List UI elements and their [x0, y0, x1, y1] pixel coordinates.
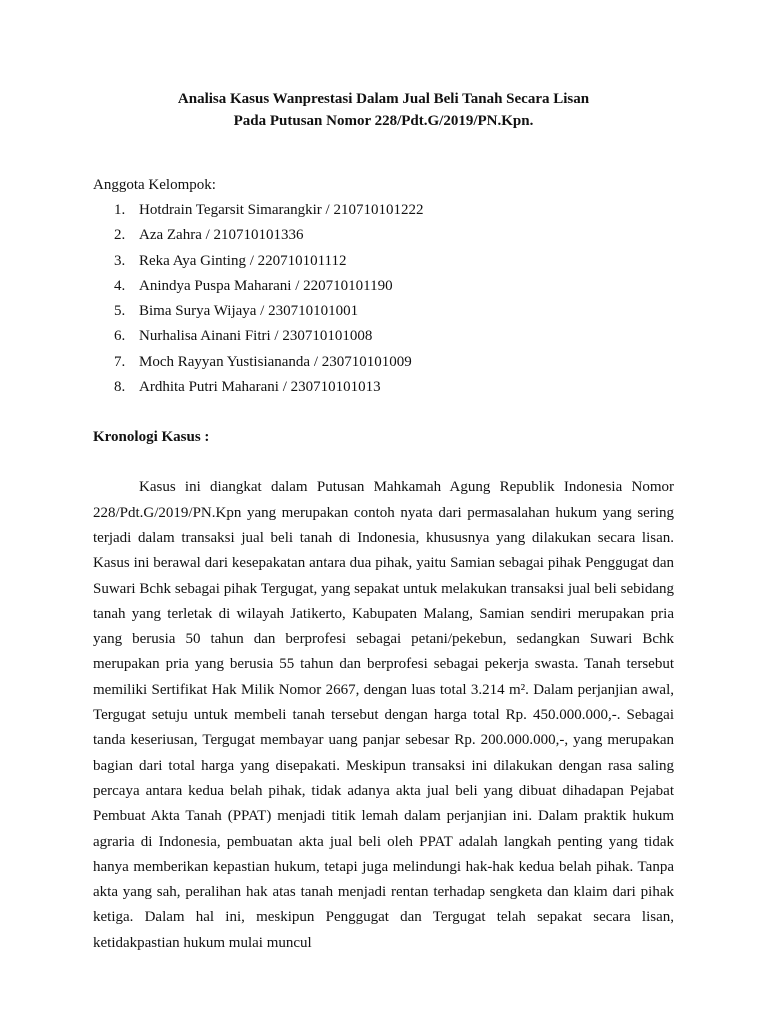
- section-heading: Kronologi Kasus :: [93, 429, 210, 446]
- member-name: Hotdrain Tegarsit Simarangkir / 210710101222: [139, 202, 424, 218]
- list-item: [93, 375, 674, 400]
- list-number: 5.: [114, 303, 126, 320]
- list-item: [93, 274, 674, 299]
- list-number: 8.: [114, 379, 126, 396]
- member-name: Aza Zahra / 210710101336: [139, 227, 304, 244]
- title-line-1: Analisa Kasus Wanprestasi Dalam Jual Beli Tanah Secara Lisan: [177, 91, 590, 107]
- document-title: [93, 88, 674, 132]
- list-number: 6.: [114, 328, 126, 345]
- list-number: 4.: [114, 277, 126, 294]
- member-name: Reka Aya Ginting / 220710101112: [139, 252, 347, 269]
- member-name: Bima Surya Wijaya / 230710101001: [139, 303, 359, 320]
- list-number: 7.: [114, 353, 126, 370]
- list-item: [93, 249, 674, 274]
- body-paragraph: Kasus ini diangkat dalam Putusan Mahkamah Agung Republik Indonesia Nomor 228/Pdt.G/2019/PN.Kpn yang merupakan contoh nyata dari permasalahan hukum yang sering terjadi dalam transaksi jual beli tanah di Indonesia, khususnya yang dilakukan secara lisan. Kasus ini berawal dari kesepakatan antara dua pihak, yaitu Samian sebagai pihak Penggugat dan Suwari Bchk sebagai pihak Tergugat, yang sepakat untuk melakukan transaksi jual beli sebidang tanah yang terletak di wilayah Jatikerto, Kabupaten Malang, Samian sendiri merupakan pria yang berusia 50 tahun dan berprofesi sebagai petani/pekebun, sedangkan Suwari Bchk merupakan pria yang berusia 55 tahun dan berprofesi sebagai pekerja swasta. Tanah tersebut memiliki Sertifikat Hak Milik Nomor 2667, dengan luas total 3.214 m². Dalam perjanjian awal, Tergugat setuju untuk membeli tanah tersebut dengan harga total Rp. 450.000.000,-. Sebagai tanda keseriusan, Tergugat membayar uang panjar sebesar Rp. 200.000.000,-, yang merupakan bagian dari total harga yang disepakati. Meskipun transaksi ini dilakukan dengan rasa saling percaya antara kedua belah pihak, tidak adanya akta jual beli yang dibuat dihadapan Pejabat Pembuat Akta Tanah (PPAT) menjadi titik lemah dalam perjanjian ini. Dalam praktik hukum agraria di Indonesia, pembuatan akta jual beli oleh PPAT adalah langkah penting yang tidak hanya memberikan kepastian hukum, tetapi juga melindungi hak-hak kedua belah pihak. Tanpa akta yang sah, peralihan hak atas tanah menjadi rentan terhadap sengketa dan klaim dari pihak ketiga. Dalam hal ini, meskipun Penggugat dan Tergugat telah sepakat secara lisan, ketidakpastian hukum mulai muncul: [93, 479, 674, 951]
- member-name: Anindya Puspa Maharani / 220710101190: [139, 277, 393, 294]
- list-item: [93, 350, 674, 375]
- member-name: Ardhita Putri Maharani / 230710101013: [139, 379, 381, 396]
- members-list: [93, 198, 674, 400]
- member-name: Moch Rayyan Yustisiananda / 230710101009: [139, 353, 412, 370]
- member-name: Nurhalisa Ainani Fitri / 230710101008: [139, 328, 373, 345]
- list-item: [93, 223, 674, 248]
- list-number: 2.: [114, 227, 126, 244]
- list-number: 3.: [114, 252, 126, 269]
- list-item: [93, 324, 674, 349]
- list-item: [93, 299, 674, 324]
- title-line-2: Pada Putusan Nomor 228/Pdt.G/2019/PN.Kpn.: [233, 113, 534, 129]
- list-number: 1.: [114, 202, 126, 218]
- members-heading: Anggota Kelompok:: [93, 177, 216, 193]
- list-item: [93, 198, 674, 223]
